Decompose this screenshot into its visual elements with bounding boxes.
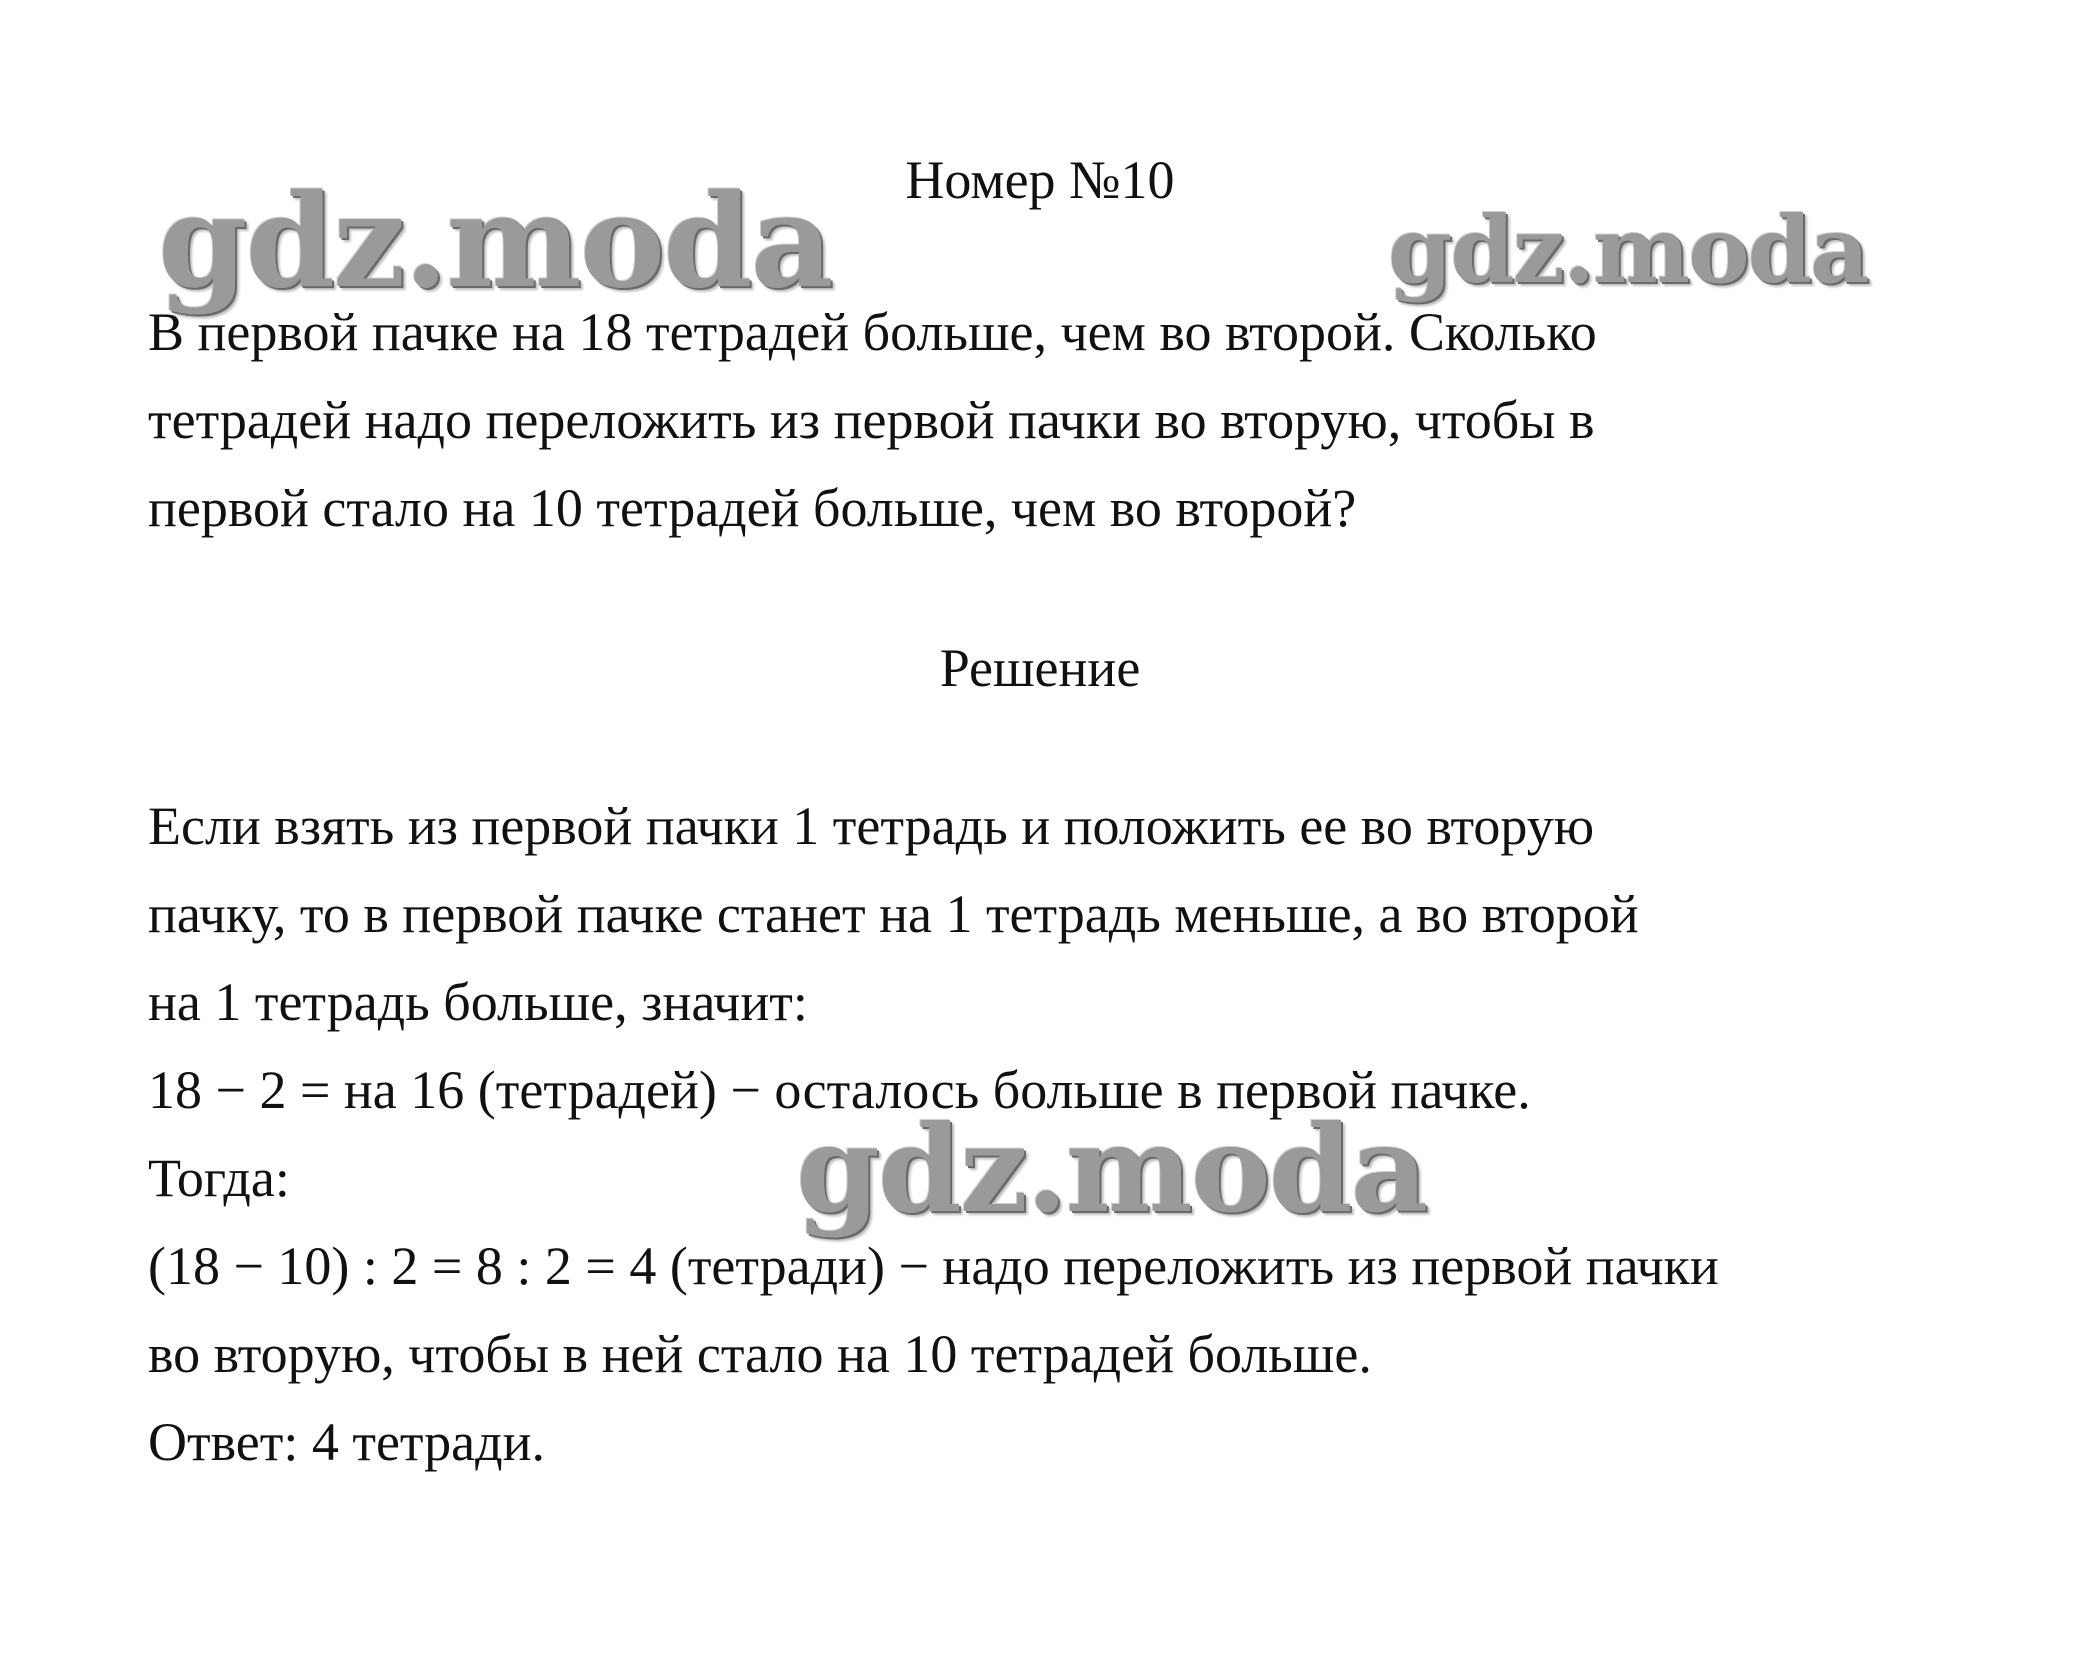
watermark-logo: gdz.moda (158, 167, 832, 317)
solution-heading: Решение (939, 638, 1141, 698)
solution-line: пачку, то в первой пачке станет на 1 тетрадь меньше, а во второй (148, 884, 1639, 944)
solution-line: 18 − 2 = на 16 (тетрадей) − осталось больше в первой пачке. (148, 1060, 1531, 1120)
page-title: Номер №10 (905, 150, 1175, 210)
answer-line: Ответ: 4 тетради. (148, 1412, 546, 1472)
problem-line: тетрадей надо переложить из первой пачки во вторую, чтобы в (148, 390, 1595, 450)
watermark-logo: gdz.moda (1388, 196, 1868, 304)
solution-line: на 1 тетрадь больше, значит: (148, 972, 808, 1032)
solution-line: во вторую, чтобы в ней стало на 10 тетрадей больше. (148, 1324, 1372, 1384)
solution-line: (18 − 10) : 2 = 8 : 2 = 4 (тетради) − надо переложить из первой пачки (148, 1236, 1719, 1296)
watermark-logo: gdz.moda (796, 1099, 1427, 1240)
problem-statement (148, 288, 2008, 552)
solution-line: Если взять из первой пачки 1 тетрадь и положить ее во вторую (148, 796, 1595, 856)
solution-body (148, 782, 2008, 1486)
solution-line: Тогда: (148, 1148, 290, 1208)
problem-line: В первой пачке на 18 тетрадей больше, чем во второй. Сколько (148, 302, 1597, 362)
problem-line: первой стало на 10 тетрадей больше, чем во второй? (148, 478, 1357, 538)
